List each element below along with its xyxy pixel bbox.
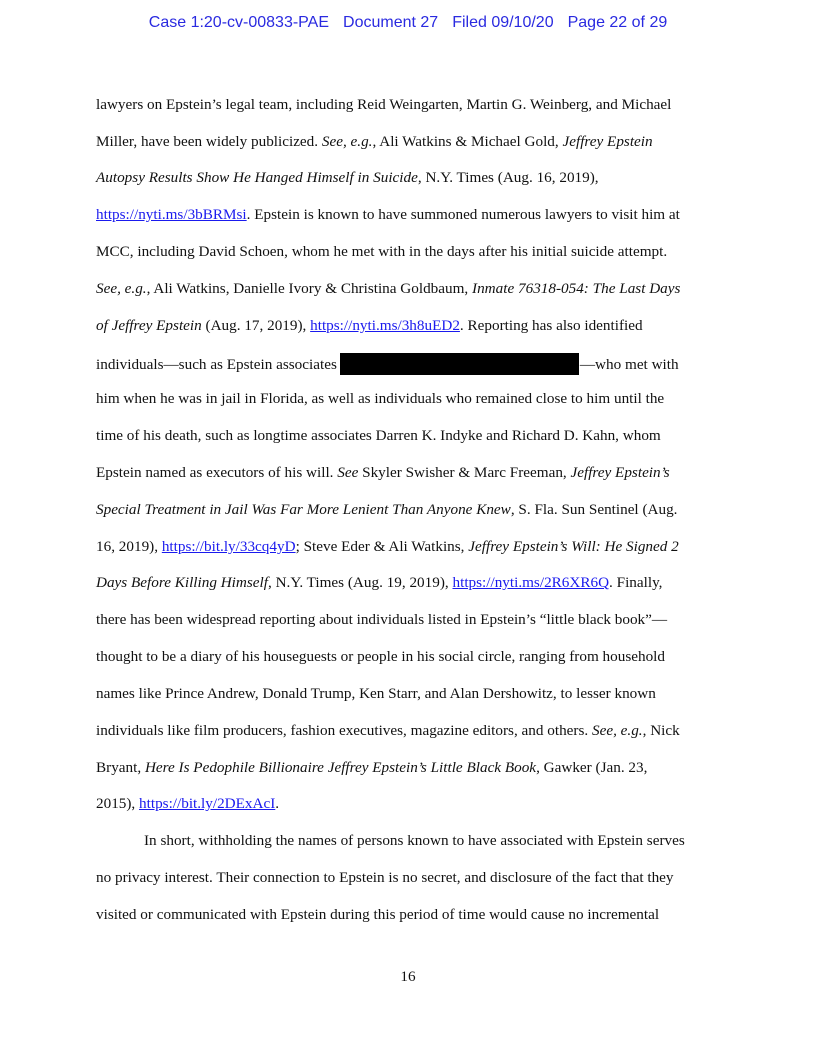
article-title: Jeffrey Epstein’s [570, 464, 670, 481]
text-line [96, 353, 679, 375]
text-line [96, 96, 671, 114]
text-line [96, 169, 599, 187]
text-span: . Finally, [609, 574, 663, 591]
article-title: Days Before Killing Himself [96, 574, 268, 591]
citation-signal: See [337, 464, 359, 481]
article-title: Here Is Pedophile Billionaire Jeffrey Epstein’s Little Black Book [144, 759, 537, 776]
citation-link[interactable]: https://bit.ly/33cq4yD [161, 538, 296, 555]
page-count: Page 22 of 29 [567, 14, 668, 31]
text-span: time of his death, such as longtime associates Darren K. Indyke and Richard D. Kahn, whom [96, 427, 661, 444]
text-span: . Reporting has also identified [459, 317, 643, 334]
article-title: Autopsy Results Show He Hanged Himself in Suicide [96, 169, 418, 186]
article-title: of Jeffrey Epstein [96, 317, 202, 334]
text-line [96, 317, 643, 335]
text-line [96, 685, 656, 703]
text-line [96, 243, 667, 261]
article-title: Jeffrey Epstein’s Will: He Signed 2 [468, 538, 679, 555]
text-line [96, 795, 279, 813]
text-span: , N.Y. Times (Aug. 19, 2019), [267, 574, 453, 591]
text-line [96, 611, 667, 629]
citation-link[interactable]: https://nyti.ms/2R6XR6Q [452, 574, 610, 591]
text-span: , N.Y. Times (Aug. 16, 2019), [417, 169, 599, 186]
text-span: , Ali Watkins & Michael Gold, [372, 133, 563, 150]
filed-date: Filed 09/10/20 [452, 14, 554, 31]
text-span: thought to be a diary of his houseguests or people in his social circle, ranging from household [96, 648, 665, 665]
text-span: In short, withholding the names of persons known to have associated with Epstein serves [144, 832, 685, 849]
article-title: Inmate 76318-054: The Last Days [472, 280, 681, 297]
redaction-box [340, 353, 579, 375]
text-span: Epstein named as executors of his will. [96, 464, 338, 481]
page-number: 16 [400, 968, 416, 985]
text-span: Skyler Swisher & Marc Freeman, [358, 464, 571, 481]
citation-link[interactable]: https://nyti.ms/3bBRMsi [96, 206, 247, 223]
text-span: names like Prince Andrew, Donald Trump, Ken Starr, and Alan Dershowitz, to lesser known [96, 685, 656, 702]
text-line [96, 427, 661, 445]
text-span: , Gawker (Jan. 23, [536, 759, 648, 776]
text-span: , Nick [642, 722, 680, 739]
text-line [96, 501, 677, 519]
text-span: , Ali Watkins, Danielle Ivory & Christina Goldbaum, [146, 280, 473, 297]
case-number: Case 1:20-cv-00833-PAE [148, 14, 330, 31]
text-line [96, 133, 653, 151]
text-span: (Aug. 17, 2019), [201, 317, 311, 334]
document-number: Document 27 [343, 14, 439, 31]
article-title: Special Treatment in Jail Was Far More Lenient Than Anyone Knew [96, 501, 511, 518]
article-title: Jeffrey Epstein [562, 133, 653, 150]
text-line [96, 648, 665, 666]
text-span: 16, 2019), [96, 538, 162, 555]
page-header [0, 14, 816, 32]
text-span: . [275, 795, 280, 812]
text-span: there has been widespread reporting about individuals listed in Epstein’s “little black book”— [96, 611, 668, 628]
text-span: him when he was in jail in Florida, as well as individuals who remained close to him until the [96, 390, 665, 407]
text-line [96, 206, 680, 224]
text-span: —who met with [579, 356, 679, 373]
text-span: . Epstein is known to have summoned numerous lawyers to visit him at [246, 206, 680, 223]
text-span: visited or communicated with Epstein during this period of time would cause no incremental [96, 906, 660, 923]
text-span: 2015), [96, 795, 140, 812]
citation-signal: See, e.g. [321, 133, 373, 150]
text-line [96, 538, 679, 556]
citation-signal: See, e.g. [96, 280, 147, 297]
text-line [96, 759, 647, 777]
text-span: individuals like film producers, fashion executives, magazine editors, and others. [96, 722, 592, 739]
text-line [96, 280, 680, 298]
text-span: ; Steve Eder & Ali Watkins, [295, 538, 469, 555]
text-line [96, 390, 664, 408]
text-span: Miller, have been widely publicized. [96, 133, 322, 150]
text-line [144, 832, 685, 850]
text-span: MCC, including David Schoen, whom he met with in the days after his initial suicide attempt. [96, 243, 668, 260]
text-line [96, 464, 670, 482]
text-span: Bryant, [96, 759, 145, 776]
text-span: lawyers on Epstein’s legal team, including Reid Weingarten, Martin G. Weinberg, and Michael [96, 96, 672, 113]
text-line [96, 574, 662, 592]
citation-link[interactable]: https://bit.ly/2DExAcI [139, 795, 276, 812]
text-span: individuals—such as Epstein associates [96, 356, 337, 373]
text-line [96, 906, 659, 924]
citation-signal: See, e.g. [592, 722, 643, 739]
text-span: , S. Fla. Sun Sentinel (Aug. [510, 501, 678, 518]
text-line [96, 722, 680, 740]
text-line [96, 869, 674, 887]
text-span: no privacy interest. Their connection to Epstein is no secret, and disclosure of the fact that they [96, 869, 674, 886]
citation-link[interactable]: https://nyti.ms/3h8uED2 [310, 317, 460, 334]
